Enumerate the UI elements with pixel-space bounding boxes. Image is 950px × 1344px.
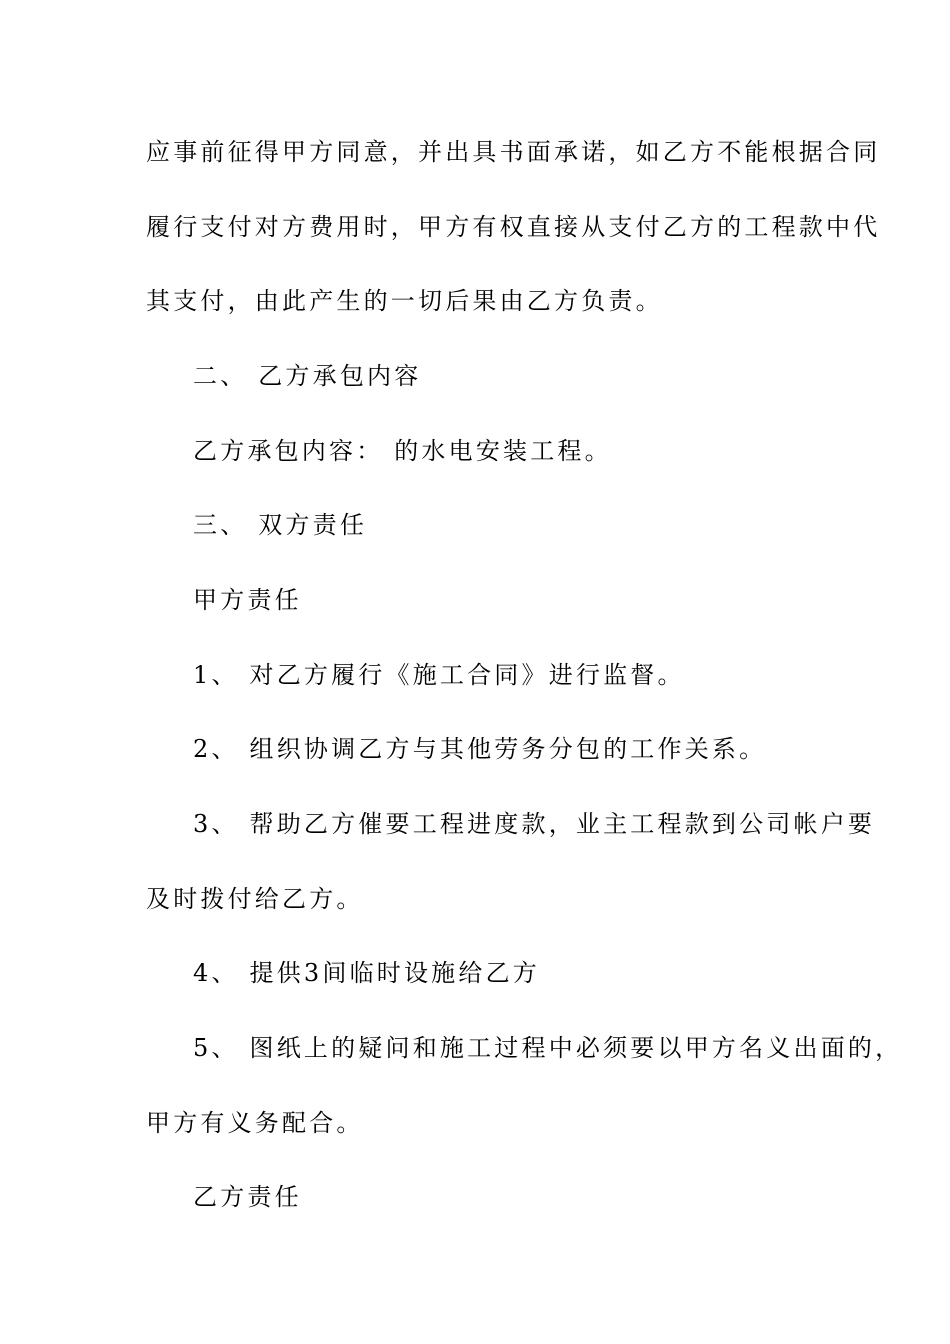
paragraph-line: 履行支付对方费用时，甲方有权直接从支付乙方的工程款中代 <box>146 213 881 241</box>
subsection-heading: 乙方责任 <box>193 1183 302 1211</box>
list-item: 4、 提供3间临时设施给乙方 <box>193 959 540 987</box>
list-item: 2、 组织协调乙方与其他劳务分包的工作关系。 <box>193 735 767 763</box>
list-item: 3、 帮助乙方催要工程进度款，业主工程款到公司帐户要 <box>193 810 876 838</box>
list-item: 1、 对乙方履行《施工合同》进行监督。 <box>193 661 685 689</box>
section-heading: 二、 乙方承包内容 <box>193 362 422 390</box>
paragraph-line: 乙方承包内容： 的水电安装工程。 <box>193 437 612 465</box>
subsection-heading: 甲方责任 <box>193 586 302 614</box>
section-heading: 三、 双方责任 <box>193 511 368 539</box>
list-item-continuation: 及时拨付给乙方。 <box>146 885 364 913</box>
paragraph-line: 应事前征得甲方同意，并出具书面承诺，如乙方不能根据合同 <box>146 138 881 166</box>
paragraph-line: 其支付，由此产生的一切后果由乙方负责。 <box>146 287 663 315</box>
list-item-continuation: 甲方有义务配合。 <box>146 1109 364 1137</box>
list-item: 5、 图纸上的疑问和施工过程中必须要以甲方名义出面的， <box>193 1034 903 1062</box>
